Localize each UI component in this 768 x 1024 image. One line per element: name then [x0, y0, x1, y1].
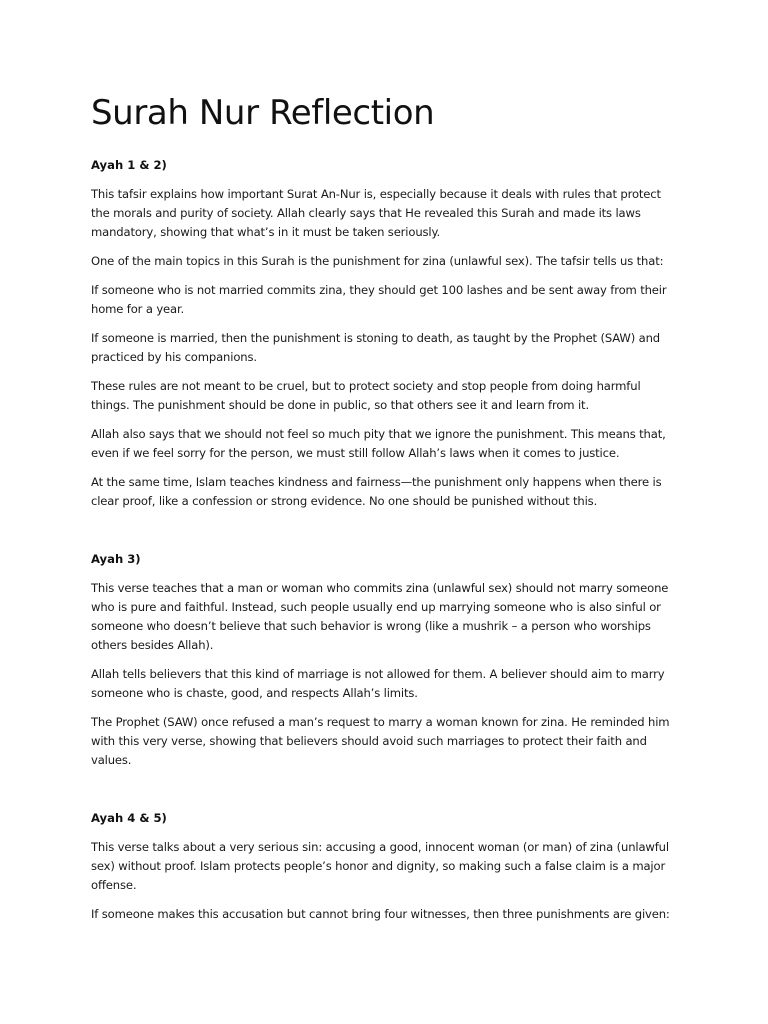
- paragraph: At the same time, Islam teaches kindness and fairness—the punishment only happens when there is clear proof, like a confession or strong evidence. No one should be punished without this.: [91, 475, 662, 508]
- section-heading: Ayah 4 & 5): [91, 811, 167, 825]
- section-heading: Ayah 1 & 2): [91, 158, 167, 172]
- paragraph: The Prophet (SAW) once refused a man’s request to marry a woman known for zina. He reminded him with this very verse, showing that believers should avoid such marriages to protect their faith and values.: [91, 715, 670, 767]
- paragraph: This verse teaches that a man or woman who commits zina (unlawful sex) should not marry someone who is pure and faithful. Instead, such people usually end up marrying someone who is also sinful or someone who doesn’t believe that such behavior is wrong (like a mushrik – a person who worships others besides Allah).: [91, 581, 669, 652]
- paragraph: This verse talks about a very serious sin: accusing a good, innocent woman (or man) of zina (unlawful sex) without proof. Islam protects people’s honor and dignity, so making such a false claim is a major offense.: [91, 840, 669, 892]
- section-ayah-1-2: [91, 156, 681, 511]
- paragraph: This tafsir explains how important Surat An-Nur is, especially because it deals with rules that protect the morals and purity of society. Allah clearly says that He revealed this Surah and made its laws mandatory, showing that what’s in it must be taken seriously.: [91, 187, 661, 239]
- paragraph: If someone who is not married commits zina, they should get 100 lashes and be sent away from their home for a year.: [91, 283, 667, 316]
- section-spacer: [91, 521, 681, 550]
- paragraph: If someone makes this accusation but cannot bring four witnesses, then three punishments are given:: [91, 907, 670, 921]
- paragraph: Allah tells believers that this kind of marriage is not allowed for them. A believer should aim to marry someone who is chaste, good, and respects Allah’s limits.: [91, 667, 665, 700]
- section-ayah-3: [91, 550, 681, 770]
- paragraph: If someone is married, then the punishment is stoning to death, as taught by the Prophet (SAW) and practiced by his companions.: [91, 331, 661, 364]
- section-ayah-4-5: [91, 809, 681, 924]
- paragraph: One of the main topics in this Surah is the punishment for zina (unlawful sex). The tafsir tells us that:: [91, 254, 664, 268]
- paragraph: Allah also says that we should not feel so much pity that we ignore the punishment. This means that, even if we feel sorry for the person, we must still follow Allah’s laws when it comes to justice.: [91, 427, 666, 460]
- section-spacer: [91, 780, 681, 809]
- document-title: Surah Nur Reflection: [91, 93, 435, 133]
- paragraph: These rules are not meant to be cruel, but to protect society and stop people from doing harmful things. The punishment should be done in public, so that others see it and learn from it.: [91, 379, 641, 412]
- document-page: [91, 93, 681, 934]
- section-heading: Ayah 3): [91, 552, 141, 566]
